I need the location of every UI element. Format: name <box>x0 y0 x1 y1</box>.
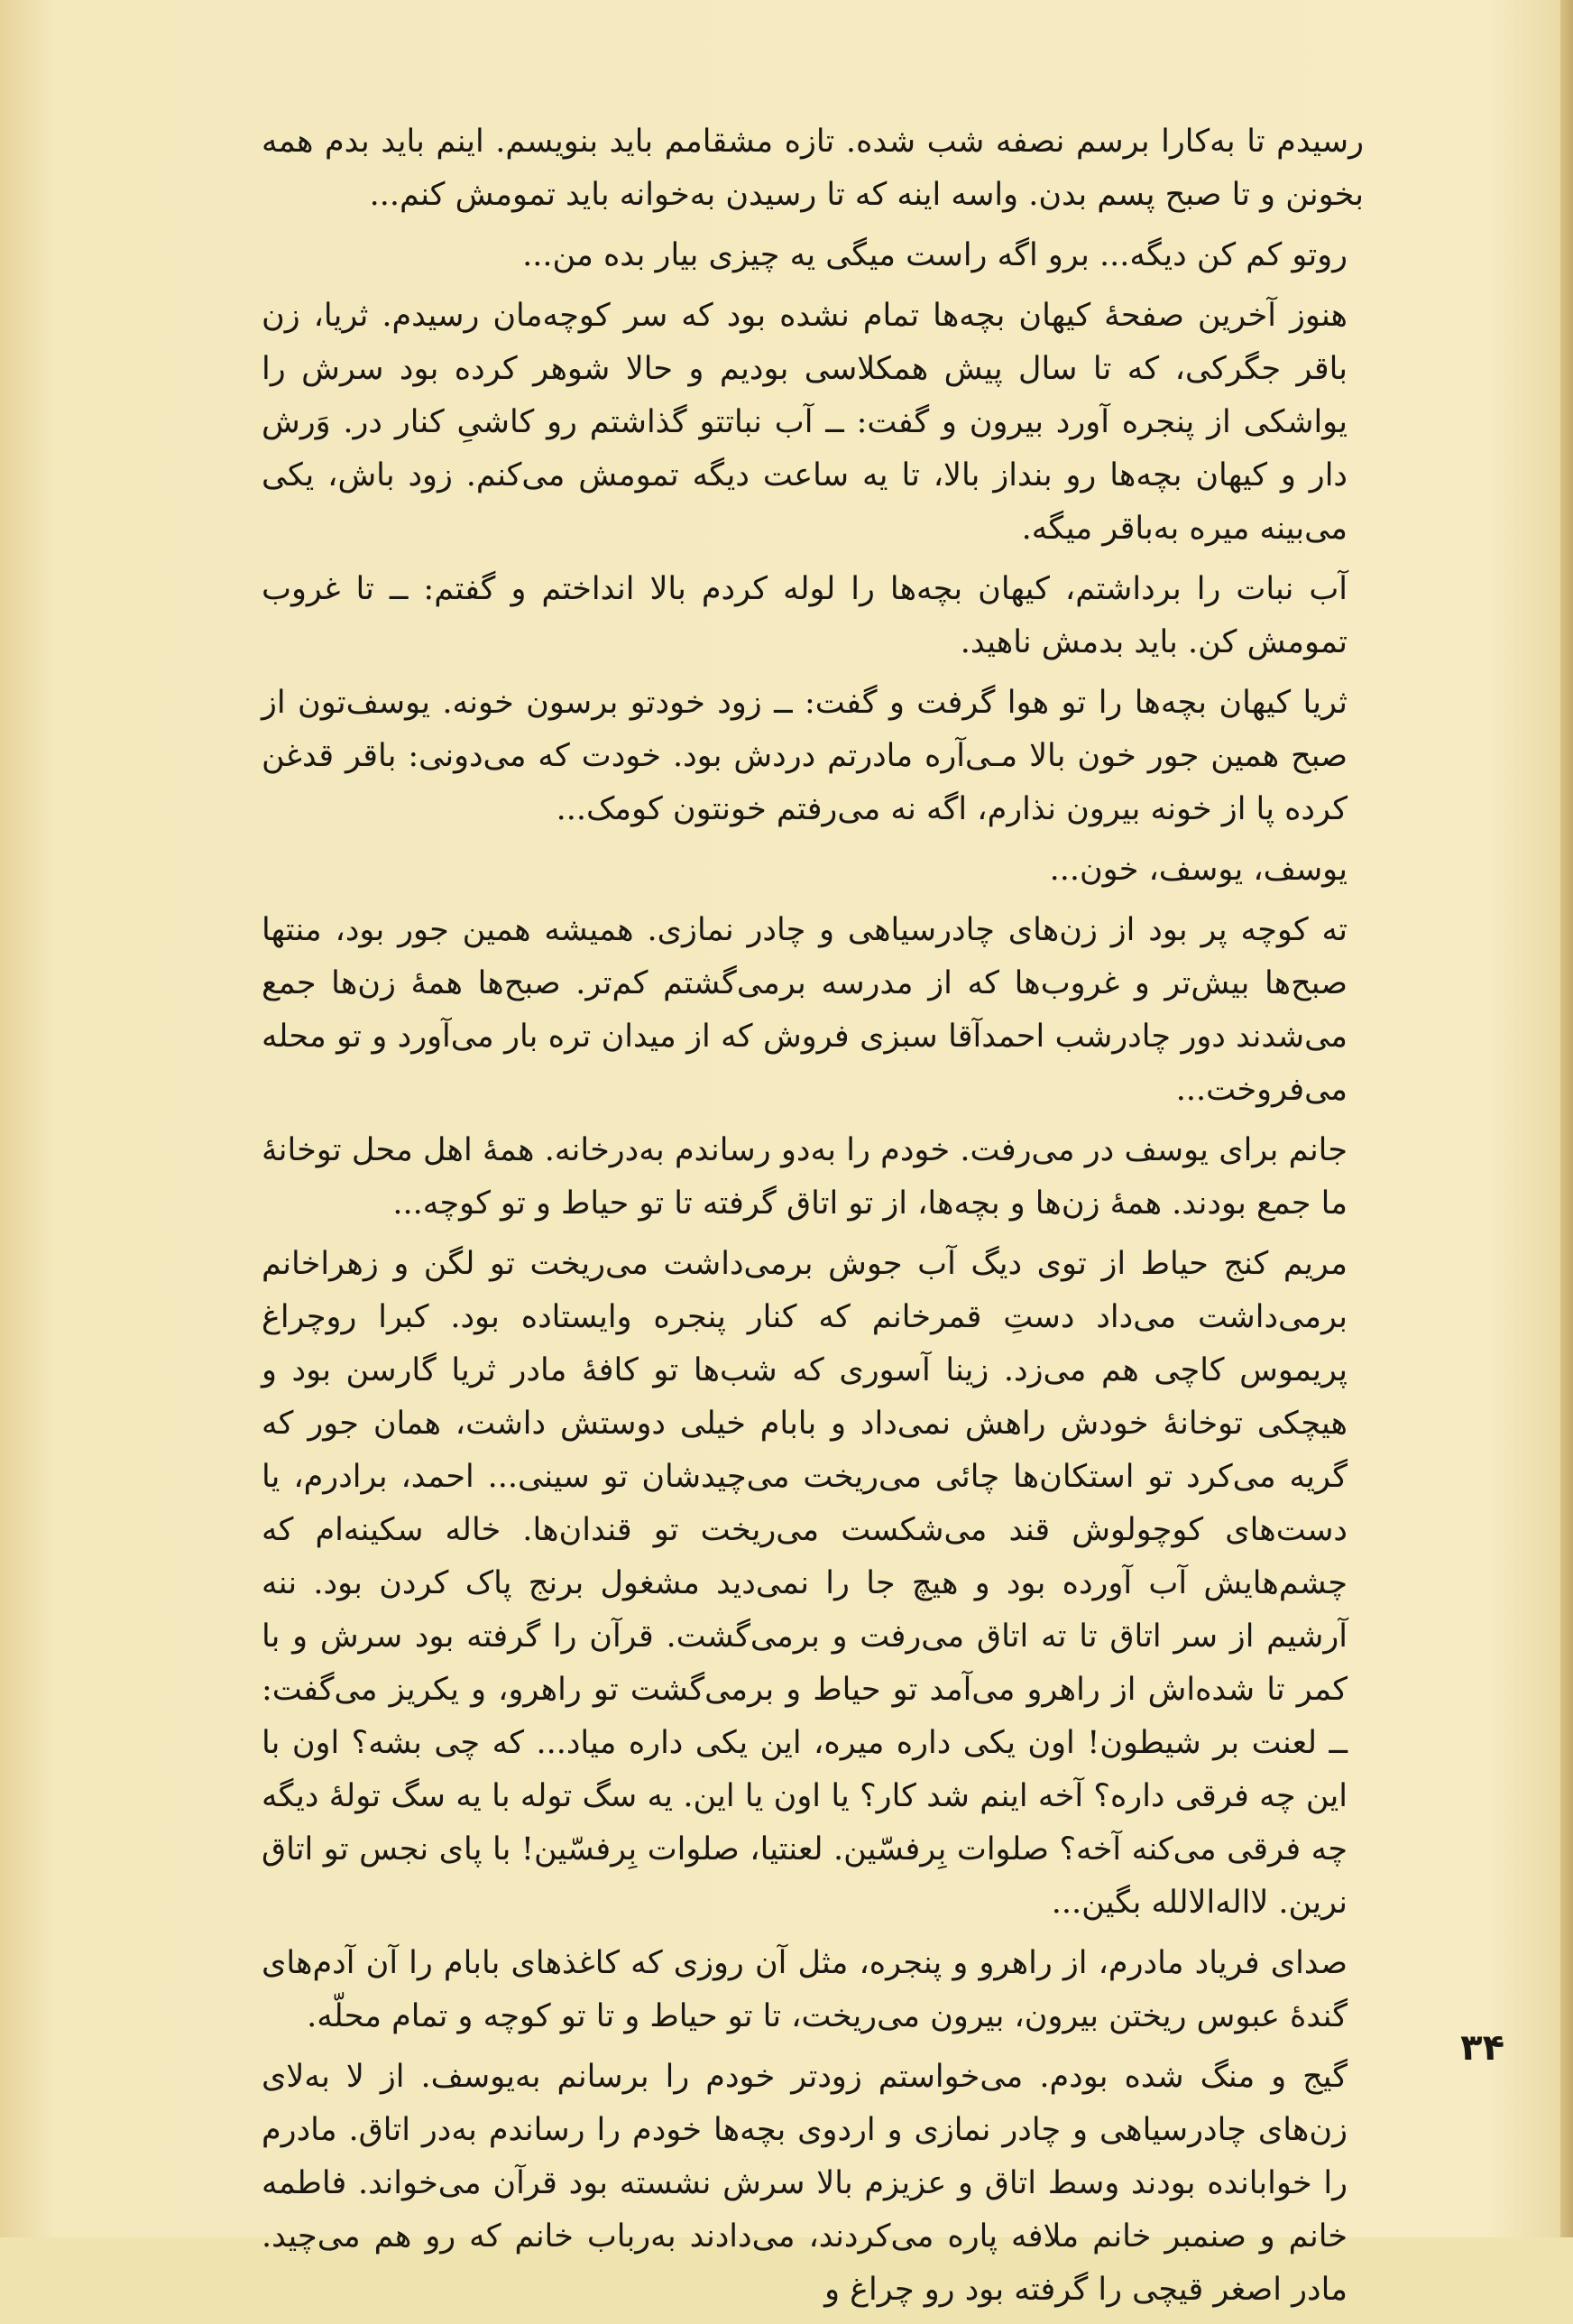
body-text <box>262 115 1364 2324</box>
paragraph: رسیدم تا به‌کارا برسم نصفه شب شده. تازه مشقامم باید بنویسم. اینم باید بدم همه بخونن و تا صبح پسم بدن. واسه اینه که تا رسیدن به‌خوانه باید تمومش کنم... <box>262 124 1364 213</box>
paragraph: هنوز آخرین صفحهٔ کیهان بچه‌ها تمام نشده بود که سر کوچه‌مان رسیدم. ثریا، زن باقر جگرکی، که تا سال پیش همکلاسی بودیم و حالا شوهر کرده بود سرش را یواشکی از پنجره آورد بیرون و گفت: ــ آب نباتتو گذاشتم رو کاشیِ کنار در. وَرش دار و کیهان بچه‌ها رو بنداز بالا، تا یه ساعت دیگه تمومش می‌کنم. زود باش، یکی می‌بینه میره به‌باقر میگه. <box>262 298 1348 547</box>
page-edge <box>1560 0 1573 2237</box>
paragraph: مریم کنج حیاط از توی دیگ آب جوش برمی‌داشت می‌ریخت تو لگن و زهراخانم برمی‌داشت می‌داد دستِ قمرخانم که کنار پنجره وایستاده بود. کبرا روچراغ پریموس کاچی هم می‌زد. زینا آسوری که شب‌ها تو کافهٔ مادر ثریا گارسن بود و هیچکی توخانهٔ خودش راهش نمی‌داد و بابام خیلی دوستش داشت، همان جور که گریه می‌کرد تو استکان‌ها چائی می‌ریخت می‌چیدشان تو سینی... احمد، برادرم، یا دست‌های کوچولوش قند می‌شکست می‌ریخت تو قندان‌ها. خاله سکینه‌ام که چشم‌هایش آب آورده بود و هیچ جا را نمی‌دید مشغول برنج پاک کردن بود. ننه آرشیم از سر اتاق تا ته اتاق می‌رفت و برمی‌گشت. قرآن را گرفته بود سرش و با کمر تا شده‌اش از راهرو می‌آمد تو حیاط و برمی‌گشت تو راهرو، و یکریز می‌گفت: ــ لعنت بر شیطون! اون یکی داره میره، این یکی داره میاد... که چی بشه؟ اون با این چه فرقی داره؟ آخه اینم شد کار؟ یا اون یا این. یه سگ توله با یه سگ تولهٔ دیگه چه فرقی می‌کنه آخه؟ صلوات بِرفسّین. لعنتیا، صلوات بِرفسّین! با پای نجس تو اتاق نرین. لااله‌الالله بگین... <box>262 1246 1348 1921</box>
paragraph: جانم برای یوسف در می‌رفت. خودم را به‌دو رساندم به‌درخانه. همهٔ اهل محل توخانهٔ ما جمع بودند. همهٔ زن‌ها و بچه‌ها، از تو اتاق گرفته تا تو حیاط و تو کوچه... <box>262 1132 1348 1222</box>
paragraph: روتو کم کن دیگه... برو اگه راست میگی یه چیزی بیار بده من... <box>522 237 1348 273</box>
paragraph: صدای فریاد مادرم، از راهرو و پنجره، مثل آن روزی که کاغذهای بابام را آن آدم‌های گندهٔ عبوس ریختن بیرون، بیرون می‌ریخت، تا تو حیاط و تا تو کوچه و تمام محلّه. <box>262 1945 1348 2034</box>
paragraph: گیج و منگ شده بودم. می‌خواستم زودتر خودم را برسانم به‌یوسف. از لا به‌لای زن‌های چادرسیاهی و چادر نمازی و اردوی بچه‌ها خودم را رساندم به‌در اتاق. مادرم را خوابانده بودند وسط اتاق و عزیزم بالا سرش نشسته بود قرآن می‌خواند. فاطمه خانم و صنمبر خانم ملافه پاره می‌کردند، می‌دادند به‌رباب خانم که رو هم می‌چید. مادر اصغر قیچی را گرفته بود رو چراغ و <box>262 2059 1348 2308</box>
paragraph: آب نبات را برداشتم، کیهان بچه‌ها را لوله کردم بالا انداختم و گفتم: ــ تا غروب تمومش کن. باید بدمش ناهید. <box>262 571 1348 660</box>
paragraph: ثریا کیهان بچه‌ها را تو هوا گرفت و گفت: ــ زود خودتو برسون خونه. یوسف‌تون از صبح همین جور خون بالا مـی‌آره مادرتم دردش بود. خودت که می‌دونی: باقر قدغن کرده پا از خونه بیرون نذارم، اگه نه می‌رفتم خونتون کومک... <box>262 685 1348 827</box>
paragraph: یوسف، یوسف، خون... <box>1049 852 1348 888</box>
page-number: ۳۴ <box>1460 2027 1504 2069</box>
paragraph: ته کوچه پر بود از زن‌های چادرسیاهی و چادر نمازی. همیشه همین جور بود، منتها صبح‌ها بیش‌تر و غروب‌ها که از مدرسه برمی‌گشتم کم‌تر. صبح‌ها همهٔ زن‌ها جمع می‌شدند دور چادرشب احمدآقا سبزی فروش که از میدان تره بار می‌آورد و تو محله می‌فروخت... <box>262 912 1348 1108</box>
